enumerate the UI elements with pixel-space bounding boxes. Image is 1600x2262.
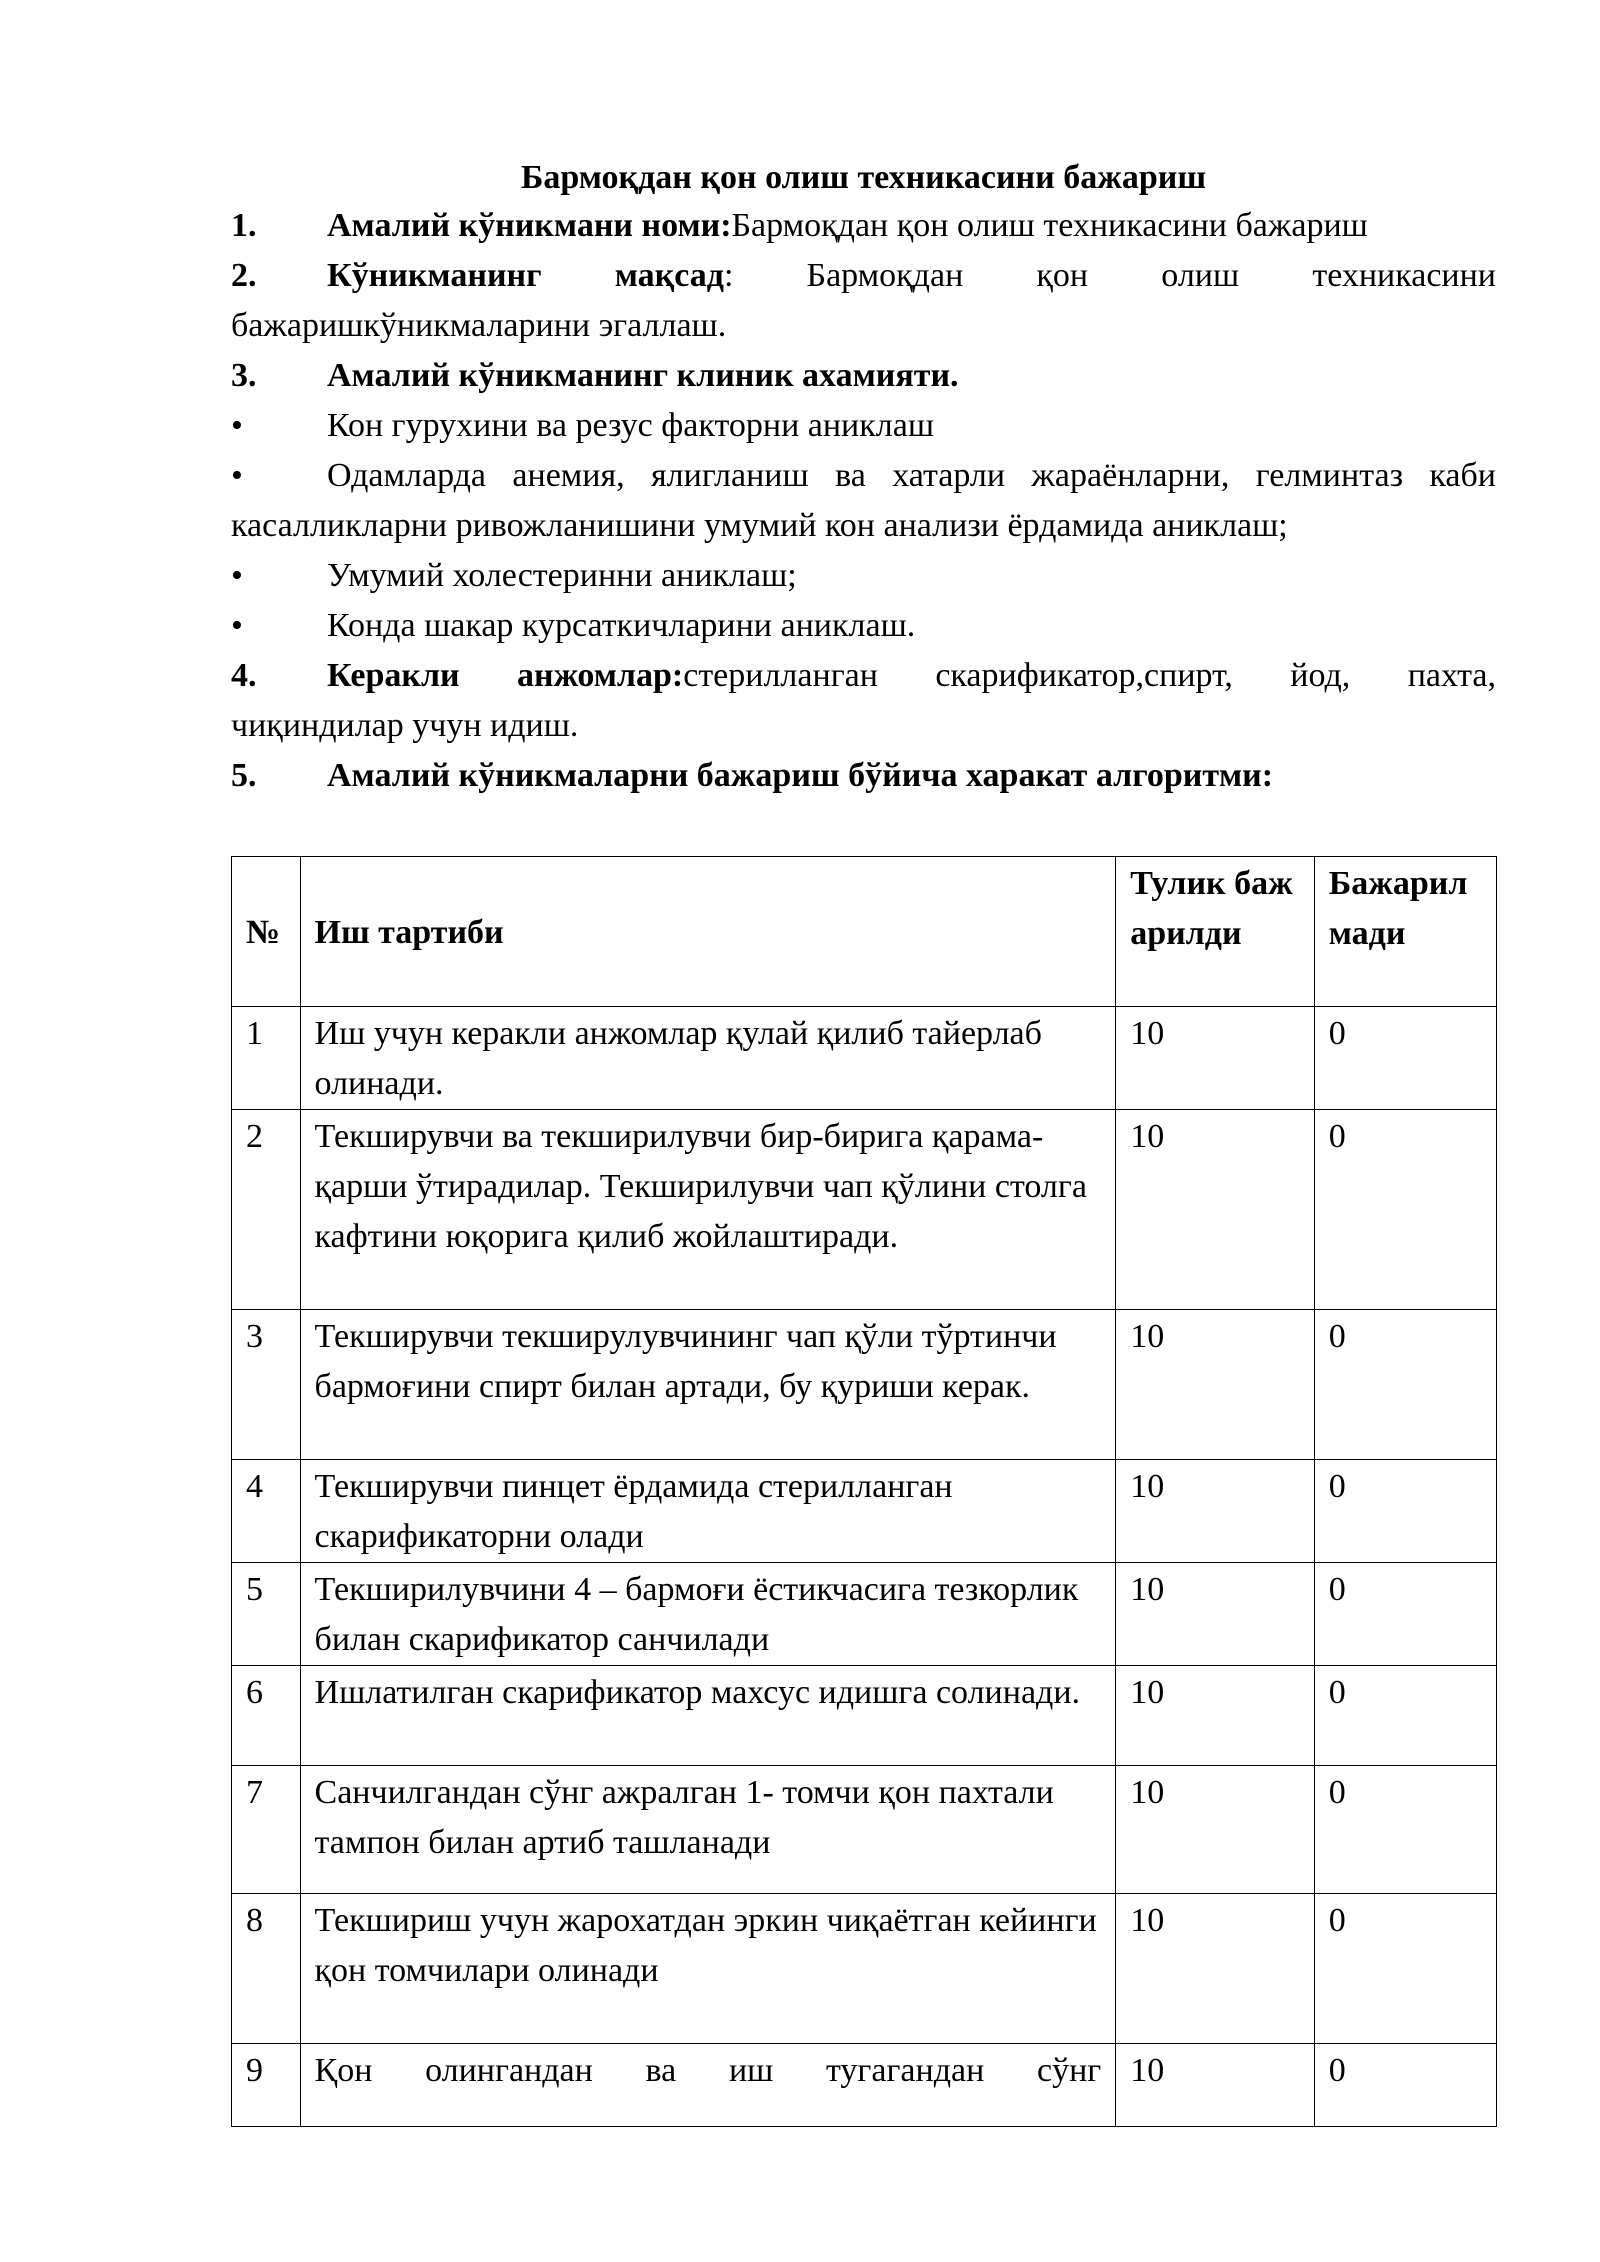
table-row	[232, 1310, 1497, 1460]
bullet-text-continued: касалликларни ривожланишини умумий кон анализи ёрдамида аниклаш;	[231, 507, 1288, 544]
section-5	[231, 751, 1496, 801]
section-label: Амалий кўникмани номи:	[327, 207, 732, 244]
section-number: 5.	[231, 757, 257, 794]
table-row	[232, 1766, 1497, 1894]
table-row	[232, 1563, 1497, 1666]
row-not-done-score: 0	[1314, 1666, 1496, 1766]
bullet-item	[231, 451, 1496, 551]
section-1	[231, 201, 1496, 251]
row-done-score: 10	[1116, 1007, 1315, 1110]
row-done-score: 10	[1116, 1666, 1315, 1766]
section-number: 1.	[231, 207, 257, 244]
row-number: 1	[232, 1007, 301, 1110]
row-task: Қон олингандан ва иш тугагандан сўнг	[300, 2044, 1116, 2127]
section-label: Амалий кўникмаларни бажариш бўйича харакат алгоритми:	[327, 757, 1274, 794]
row-task: Ишлатилган скарификатор махсус идишга солинади.	[300, 1666, 1116, 1766]
bullet-text: Умумий холестеринни аниклаш;	[327, 557, 797, 594]
algorithm-table	[231, 856, 1497, 2127]
table-header-row	[232, 857, 1497, 1007]
row-task: Текшириш учун жарохатдан эркин чиқаётган кейинги қон томчилари олинади	[300, 1894, 1116, 2044]
section-label: Амалий кўникманинг клиник ахамияти.	[327, 357, 959, 394]
section-text-continued: бажаришкўникмаларини эгаллаш.	[231, 307, 727, 344]
row-not-done-score: 0	[1314, 1460, 1496, 1563]
section-number: 4.	[231, 657, 257, 694]
row-not-done-score: 0	[1314, 1563, 1496, 1666]
section-text-continued: чиқиндилар учун идиш.	[231, 707, 579, 744]
row-number: 3	[232, 1310, 301, 1460]
row-not-done-score: 0	[1314, 1110, 1496, 1310]
section-4	[231, 651, 1496, 751]
table-row	[232, 1110, 1497, 1310]
row-number: 7	[232, 1766, 301, 1894]
section-3	[231, 351, 1496, 401]
table-row	[232, 2044, 1497, 2127]
header-done: Тулик бажарилди	[1116, 857, 1315, 1007]
bullet-text: Одамларда анемия, ялигланиш ва хатарли жараёнларни, гелминтаз каби	[327, 457, 1496, 494]
document-title: Бармоқдан қон олиш техникасини бажариш	[520, 159, 1207, 196]
row-task: Иш учун керакли анжомлар қулай қилиб тайерлаб олинади.	[300, 1007, 1116, 1110]
row-number: 6	[232, 1666, 301, 1766]
section-2	[231, 251, 1496, 351]
section-text: стерилланган скарификатор,спирт, йод, пахта,	[683, 657, 1497, 694]
table-row	[232, 1460, 1497, 1563]
row-task: Текширувчи текширулувчининг чап қўли тўртинчи бармоғини спирт билан артади, бу қуриши керак.	[300, 1310, 1116, 1460]
header-number: №	[232, 857, 301, 1007]
table-row	[232, 1894, 1497, 2044]
row-task: Текширилувчини 4 – бармоғи ёстикчасига тезкорлик билан скарификатор санчилади	[300, 1563, 1116, 1666]
table-row	[232, 1007, 1497, 1110]
row-number: 8	[232, 1894, 301, 2044]
row-done-score: 10	[1116, 1563, 1315, 1666]
row-done-score: 10	[1116, 1766, 1315, 1894]
section-label: Кўникманинг мақсад	[327, 257, 724, 294]
row-number: 5	[232, 1563, 301, 1666]
bullet-item	[231, 601, 1496, 651]
row-number: 4	[232, 1460, 301, 1563]
row-done-score: 10	[1116, 1460, 1315, 1563]
row-done-score: 10	[1116, 1310, 1315, 1460]
bullet-item	[231, 401, 1496, 451]
bullet-text: Кон гурухини ва резус факторни аниклаш	[327, 407, 935, 444]
bullet-mark: •	[231, 457, 243, 494]
bullet-item	[231, 551, 1496, 601]
bullet-mark: •	[231, 557, 243, 594]
section-text: : Бармоқдан қон олиш техникасини	[723, 257, 1496, 294]
row-task: Текширувчи ва текширилувчи бир-бирига қарама-қарши ўтирадилар. Текширилувчи чап қўлини столга кафтини юқорига қилиб жойлаштиради.	[300, 1110, 1116, 1310]
section-label: Керакли анжомлар:	[327, 657, 684, 694]
section-number: 2.	[231, 257, 257, 294]
bullet-mark: •	[231, 607, 243, 644]
row-not-done-score: 0	[1314, 1310, 1496, 1460]
row-not-done-score: 0	[1314, 1894, 1496, 2044]
row-done-score: 10	[1116, 1894, 1315, 2044]
row-task: Санчилгандан сўнг ажралган 1- томчи қон пахтали тампон билан артиб ташланади	[300, 1766, 1116, 1894]
table-row	[232, 1666, 1497, 1766]
bullet-text: Конда шакар курсаткичларини аниклаш.	[327, 607, 916, 644]
row-number: 2	[232, 1110, 301, 1310]
section-number: 3.	[231, 357, 257, 394]
row-done-score: 10	[1116, 1110, 1315, 1310]
row-done-score: 10	[1116, 2044, 1315, 2127]
section-text: Бармоқдан қон олиш техникасини бажариш	[731, 207, 1368, 244]
header-not-done: Бажарилмади	[1314, 857, 1496, 1007]
row-not-done-score: 0	[1314, 2044, 1496, 2127]
bullet-mark: •	[231, 407, 243, 444]
header-task: Иш тартиби	[300, 857, 1116, 1007]
row-not-done-score: 0	[1314, 1766, 1496, 1894]
row-number: 9	[232, 2044, 301, 2127]
row-not-done-score: 0	[1314, 1007, 1496, 1110]
row-task: Текширувчи пинцет ёрдамида стерилланган скарификаторни олади	[300, 1460, 1116, 1563]
